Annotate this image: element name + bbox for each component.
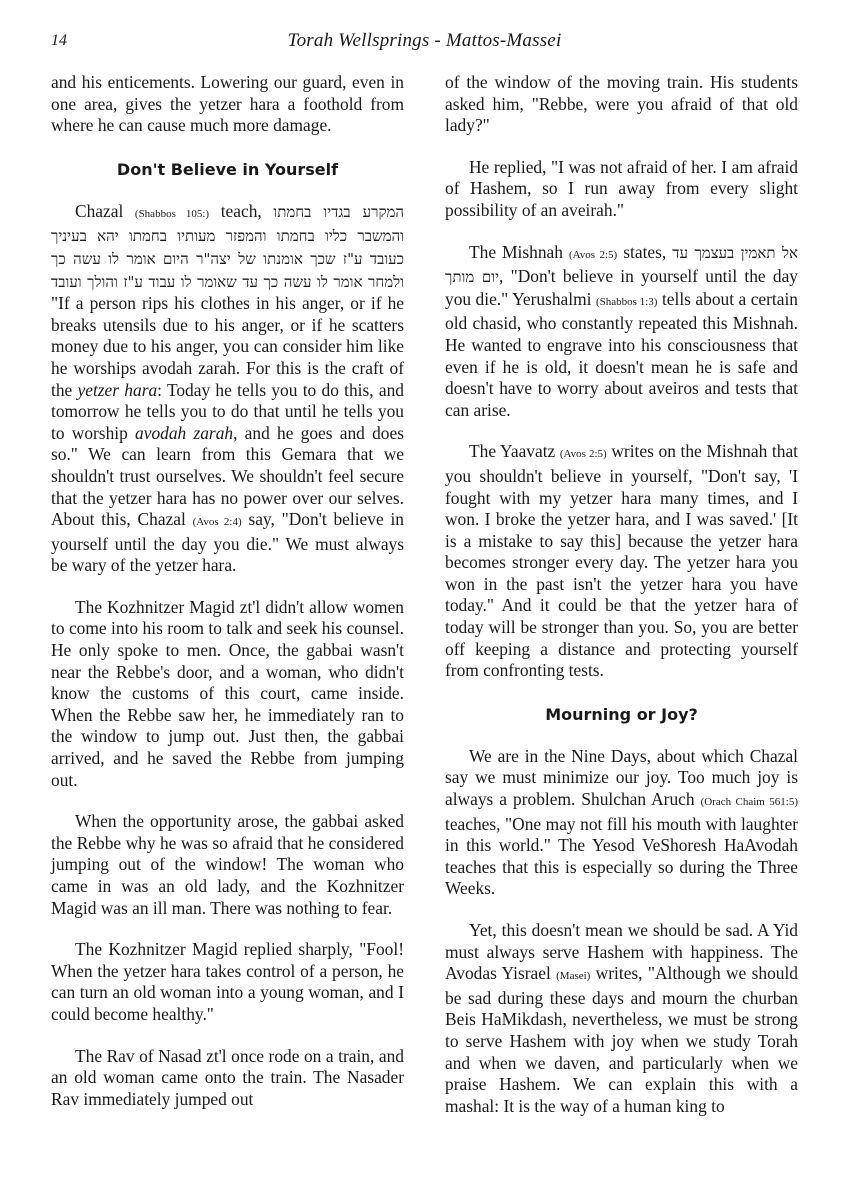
paragraph: The Rav of Nasad zt'l once rode on a train, and an old woman came onto the train. The Nasader Rav immediately jumped out: [51, 1045, 404, 1109]
paragraph: When the opportunity arose, the gabbai asked the Rebbe why he was so afraid that he considered jumping out of the window! The woman who came in was an old lady, and the Kozhnitzer Magid was an ill man. There was nothing to fear.: [51, 811, 404, 918]
paragraph: of the window of the moving train. His students asked him, "Rebbe, were you afraid of that old lady?": [445, 72, 798, 136]
running-title: Torah Wellsprings - Mattos-Massei: [287, 30, 562, 51]
paragraph: The Yaavatz (Avos 2:5) writes on the Mishnah that you shouldn't believe in yourself, "Don't say, 'I fought with my yetzer hara many times, and I won. I broke the yetzer hara, and I was saved.' [It is a mistake to say this] because the yetzer hara becomes stronger every day. The yetzer hara you won in the past isn't the yetzer hara you have today." And it could be that the yetzer hara of today will be stronger than you. So, you are better off keeping a distance and protecting yourself from confronting tests.: [445, 441, 798, 681]
paragraph: The Kozhnitzer Magid zt'l didn't allow women to come into his room to talk and seek his counsel. He only spoke to men. Once, the gabbai wasn't near the Rebbe's door, and a woman, who didn't know the customs of this court, came inside. When the Rebbe saw her, he immediately ran to the window to jump out. Just then, the gabbai arrived, and he saved the Rebbe from jumping out.: [51, 596, 404, 790]
section-heading: Don't Believe in Yourself: [116, 159, 339, 179]
paragraph: The Mishnah (Avos 2:5) states, אל תאמין בעצמך עד יום מותך, "Don't believe in yourself until the day you die." Yerushalmi (Shabbos 1:3) tells about a certain old chasid, who constantly repeated this Mishnah. He wanted to engrave into his consciousness that even if he is old, it doesn't mean he is safe and doesn't have to worry about aveiros and tests that can arise.: [445, 241, 798, 420]
paragraph: We are in the Nine Days, about which Chazal say we must minimize our joy. Too much joy is always a problem. Shulchan Aruch (Orach Chaim 561:5) teaches, "One may not fill his mouth with laughter in this world." The Yesod VeShoresh HaAvodah teaches that this is especially so during the Three Weeks.: [445, 745, 798, 899]
right-column: [445, 72, 798, 1137]
source-reference: (Avos 2:5): [559, 448, 607, 461]
source-reference: (Avos 2:5): [568, 248, 618, 261]
page-header: [51, 32, 798, 58]
source-reference: (Shabbos 105:): [134, 207, 210, 220]
paragraph: He replied, "I was not afraid of her. I am afraid of Hashem, so I run away from every slight possibility of an aveirah.": [445, 156, 798, 220]
hebrew-quote: אל תאמין בעצמך עד יום מותך: [445, 243, 798, 287]
paragraph: The Kozhnitzer Magid replied sharply, "Fool! When the yetzer hara takes control of a person, he can turn an old woman into a young woman, and I could become healthy.": [51, 939, 404, 1024]
source-reference: (Orach Chaim 561:5): [700, 796, 798, 809]
section-heading: Mourning or Joy?: [545, 704, 698, 724]
paragraph: and his enticements. Lowering our guard, even in one area, gives the yetzer hara a foothold from where he can cause much more damage.: [51, 72, 404, 136]
source-reference: (Masei): [556, 970, 591, 983]
paragraph: Yet, this doesn't mean we should be sad. A Yid must always serve Hashem with happiness. The Avodas Yisrael (Masei) writes, "Although we should be sad during these days and mourn the churban Beis HaMikdash, nevertheless, we must be strong to serve Hashem with joy when we study Torah and when we daven, and particularly when we praise Hashem. We can explain this with a mashal: It is the way of a human king to: [445, 920, 798, 1116]
page-number: 14: [51, 32, 67, 49]
paragraph: Chazal (Shabbos 105:) teach, המקרע בגדיו בחמתו והמשבר כליו בחמתו והמפזר מעותיו בחמתו יהא בעיניך כעובד ע"ז שכך אומנתו של יצה"ר היום אומר לו עשה כך ולמחר אומר לו עשה כך עד שאומר לו עבוד ע"ז והולך ועובד "If a person rips his clothes in his anger, or if he breaks utensils due to his anger, or if he scatters money due to his anger, you can consider him like he worships avodah zarah. For this is the craft of the yetzer hara: Today he tells you to do this, and tomorrow he tells you to do that until he tells you to worship avodah zarah, and he goes and does so." We can learn from this Gemara that we shouldn't trust ourselves. We shouldn't feel secure that the yetzer hara has no power over our selves. About this, Chazal (Avos 2:4) say, "Don't believe in yourself until the day you die." We must always be wary of the yetzer hara.: [51, 200, 405, 576]
hebrew-quote: המקרע בגדיו בחמתו והמשבר כליו בחמתו והמפזר מעותיו בחמתו יהא בעיניך כעובד ע"ז שכך אומנתו של יצה"ר היום אומר לו עשה כך ולמחר אומר לו עשה כך עד שאומר לו עבוד ע"ז והולך ועובד: [51, 202, 404, 291]
source-reference: (Shabbos 1:3): [595, 295, 658, 308]
left-column: [51, 72, 404, 1130]
source-reference: (Avos 2:4): [192, 516, 242, 529]
